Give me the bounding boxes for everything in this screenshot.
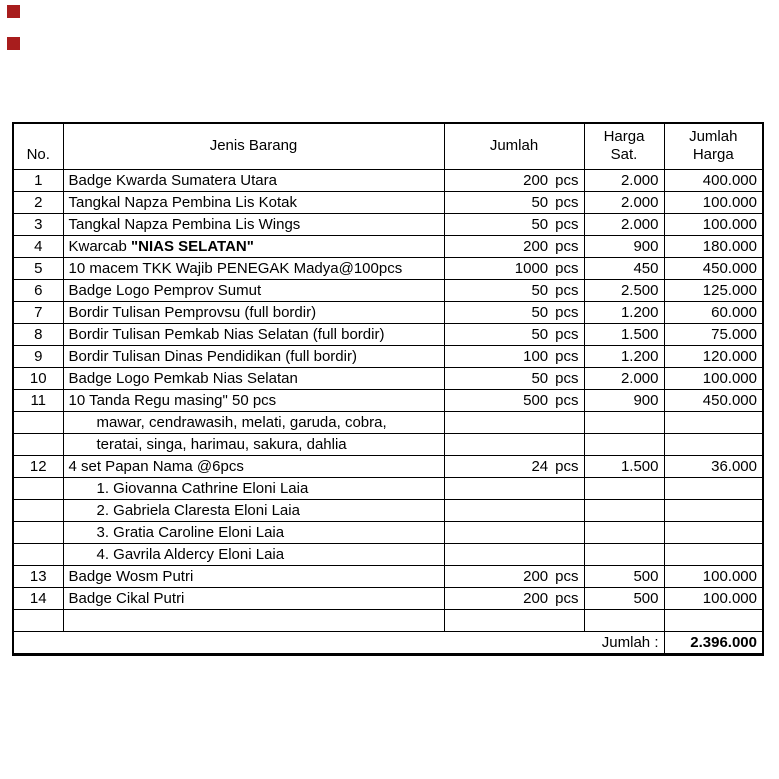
- qty-unit: pcs: [555, 325, 579, 343]
- qty-unit: pcs: [555, 193, 579, 211]
- cell-unit-price: [584, 521, 664, 543]
- table-row: [13, 587, 763, 609]
- qty-number: 50: [531, 281, 549, 299]
- table-row: [13, 565, 763, 587]
- cell-qty: [444, 499, 584, 521]
- cell-total: 36.000: [664, 455, 763, 477]
- cell-item-bold-text: "NIAS SELATAN": [131, 237, 254, 255]
- cell-total: [664, 543, 763, 565]
- qty-number: 50: [531, 215, 549, 233]
- cell-qty: [444, 389, 584, 411]
- red-square-marker: [7, 37, 20, 50]
- cell-qty: [444, 433, 584, 455]
- cell-unit-price: 500: [584, 587, 664, 609]
- qty-unit: pcs: [555, 589, 579, 607]
- cell-total: 100.000: [664, 367, 763, 389]
- cell-total: [664, 499, 763, 521]
- table-row: [13, 499, 763, 521]
- cell-unit-price: [584, 499, 664, 521]
- cell-unit-price: 1.500: [584, 455, 664, 477]
- cell-item: 1. Giovanna Cathrine Eloni Laia: [63, 477, 444, 499]
- table-row: [13, 433, 763, 455]
- qty-unit: pcs: [555, 237, 579, 255]
- footer-row: [13, 631, 763, 654]
- cell-item: Kwarcab "NIAS SELATAN": [63, 235, 444, 257]
- cell-total: 100.000: [664, 191, 763, 213]
- qty-unit: pcs: [555, 391, 579, 409]
- table-row: [13, 455, 763, 477]
- cell-total: [664, 477, 763, 499]
- cell-qty: [444, 191, 584, 213]
- cell-unit-price: 2.500: [584, 279, 664, 301]
- cell-unit-price: 2.000: [584, 367, 664, 389]
- cell-total: 400.000: [664, 169, 763, 191]
- table-row: [13, 543, 763, 565]
- qty-unit: pcs: [555, 567, 579, 585]
- cell-no: [13, 521, 63, 543]
- cell-item: Bordir Tulisan Pemkab Nias Selatan (full bordir): [63, 323, 444, 345]
- qty-unit: pcs: [555, 171, 579, 189]
- cell-unit-price: [584, 433, 664, 455]
- cell-no: 4: [13, 235, 63, 257]
- table-row: [13, 169, 763, 191]
- qty-number: 200: [523, 589, 549, 607]
- cell-no: [13, 433, 63, 455]
- qty-number: 100: [523, 347, 549, 365]
- table-row: [13, 213, 763, 235]
- table-row: [13, 609, 763, 631]
- table-row: [13, 521, 763, 543]
- cell-item: Badge Logo Pemkab Nias Selatan: [63, 367, 444, 389]
- table-body: [13, 169, 763, 631]
- cell-total: 125.000: [664, 279, 763, 301]
- column-header-item: Jenis Barang: [63, 123, 444, 169]
- cell-no: 9: [13, 345, 63, 367]
- column-header-unit-price-line1: Harga: [603, 127, 645, 145]
- table-row: [13, 477, 763, 499]
- cell-total: 100.000: [664, 587, 763, 609]
- table-row: [13, 367, 763, 389]
- header-row: [13, 123, 763, 169]
- cell-item: Bordir Tulisan Dinas Pendidikan (full bordir): [63, 345, 444, 367]
- cell-qty: [444, 213, 584, 235]
- cell-qty: [444, 345, 584, 367]
- cell-unit-price: [584, 609, 664, 631]
- cell-qty: [444, 609, 584, 631]
- table-row: [13, 411, 763, 433]
- cell-qty: [444, 169, 584, 191]
- cell-unit-price: 900: [584, 389, 664, 411]
- qty-number: 200: [523, 567, 549, 585]
- cell-total: 60.000: [664, 301, 763, 323]
- cell-qty: [444, 235, 584, 257]
- cell-total: [664, 521, 763, 543]
- order-table: [12, 122, 764, 656]
- qty-number: 50: [531, 303, 549, 321]
- cell-total: 450.000: [664, 257, 763, 279]
- cell-total: 75.000: [664, 323, 763, 345]
- qty-unit: pcs: [555, 281, 579, 299]
- qty-unit: pcs: [555, 347, 579, 365]
- cell-total: 450.000: [664, 389, 763, 411]
- table-row: [13, 323, 763, 345]
- cell-item: Badge Kwarda Sumatera Utara: [63, 169, 444, 191]
- qty-number: 50: [531, 193, 549, 211]
- cell-no: 12: [13, 455, 63, 477]
- cell-item: Badge Cikal Putri: [63, 587, 444, 609]
- cell-item: 2. Gabriela Claresta Eloni Laia: [63, 499, 444, 521]
- table-row: [13, 301, 763, 323]
- table-row: [13, 235, 763, 257]
- cell-no: [13, 411, 63, 433]
- cell-no: 13: [13, 565, 63, 587]
- cell-qty: [444, 477, 584, 499]
- qty-number: 50: [531, 325, 549, 343]
- cell-no: 11: [13, 389, 63, 411]
- table-row: [13, 389, 763, 411]
- cell-total: 100.000: [664, 213, 763, 235]
- table-row: [13, 279, 763, 301]
- cell-no: [13, 477, 63, 499]
- cell-qty: [444, 301, 584, 323]
- cell-no: 8: [13, 323, 63, 345]
- cell-no: 2: [13, 191, 63, 213]
- cell-no: 5: [13, 257, 63, 279]
- cell-item: Badge Logo Pemprov Sumut: [63, 279, 444, 301]
- cell-total: 100.000: [664, 565, 763, 587]
- cell-unit-price: [584, 543, 664, 565]
- column-header-total-line1: Jumlah: [689, 127, 738, 145]
- cell-no: 14: [13, 587, 63, 609]
- cell-total: [664, 411, 763, 433]
- cell-unit-price: 900: [584, 235, 664, 257]
- cell-unit-price: [584, 477, 664, 499]
- cell-item: mawar, cendrawasih, melati, garuda, cobra,: [63, 411, 444, 433]
- qty-number: 1000: [514, 259, 549, 277]
- qty-unit: pcs: [555, 457, 579, 475]
- qty-number: 200: [523, 237, 549, 255]
- cell-qty: [444, 565, 584, 587]
- column-header-no: No.: [13, 123, 63, 169]
- cell-no: [13, 543, 63, 565]
- cell-total: [664, 433, 763, 455]
- qty-unit: pcs: [555, 369, 579, 387]
- grand-total-label: Jumlah :: [13, 631, 664, 654]
- cell-no: [13, 499, 63, 521]
- cell-qty: [444, 257, 584, 279]
- cell-qty: [444, 587, 584, 609]
- column-header-unit-price-line2: Sat.: [610, 146, 638, 164]
- cell-item: Tangkal Napza Pembina Lis Kotak: [63, 191, 444, 213]
- cell-item: [63, 609, 444, 631]
- cell-qty: [444, 367, 584, 389]
- table-row: [13, 191, 763, 213]
- cell-item: teratai, singa, harimau, sakura, dahlia: [63, 433, 444, 455]
- qty-unit: pcs: [555, 259, 579, 277]
- cell-item: 3. Gratia Caroline Eloni Laia: [63, 521, 444, 543]
- cell-unit-price: 1.500: [584, 323, 664, 345]
- cell-qty: [444, 411, 584, 433]
- cell-unit-price: 2.000: [584, 191, 664, 213]
- cell-unit-price: [584, 411, 664, 433]
- cell-item: 10 Tanda Regu masing" 50 pcs: [63, 389, 444, 411]
- cell-total: [664, 609, 763, 631]
- cell-unit-price: 500: [584, 565, 664, 587]
- cell-qty: [444, 323, 584, 345]
- qty-unit: pcs: [555, 215, 579, 233]
- cell-no: 3: [13, 213, 63, 235]
- cell-qty: [444, 279, 584, 301]
- cell-unit-price: 450: [584, 257, 664, 279]
- cell-item: 10 macem TKK Wajib PENEGAK Madya@100pcs: [63, 257, 444, 279]
- cell-unit-price: 1.200: [584, 301, 664, 323]
- red-square-marker: [7, 5, 20, 18]
- cell-item: Badge Wosm Putri: [63, 565, 444, 587]
- cell-item: 4 set Papan Nama @6pcs: [63, 455, 444, 477]
- cell-no: 1: [13, 169, 63, 191]
- qty-number: 500: [523, 391, 549, 409]
- column-header-unit-price: [584, 123, 664, 169]
- cell-item: Tangkal Napza Pembina Lis Wings: [63, 213, 444, 235]
- table-row: [13, 257, 763, 279]
- cell-unit-price: 1.200: [584, 345, 664, 367]
- cell-item: Bordir Tulisan Pemprovsu (full bordir): [63, 301, 444, 323]
- cell-no: 6: [13, 279, 63, 301]
- table-row: [13, 345, 763, 367]
- cell-total: 120.000: [664, 345, 763, 367]
- cell-no: 10: [13, 367, 63, 389]
- cell-total: 180.000: [664, 235, 763, 257]
- cell-unit-price: 2.000: [584, 213, 664, 235]
- qty-number: 50: [531, 369, 549, 387]
- cell-qty: [444, 455, 584, 477]
- column-header-total-line2: Harga: [692, 146, 734, 164]
- cell-item: 4. Gavrila Aldercy Eloni Laia: [63, 543, 444, 565]
- column-header-total: [664, 123, 763, 169]
- cell-qty: [444, 543, 584, 565]
- qty-unit: pcs: [555, 303, 579, 321]
- qty-number: 24: [531, 457, 549, 475]
- cell-no: 7: [13, 301, 63, 323]
- column-header-qty: Jumlah: [444, 123, 584, 169]
- qty-number: 200: [523, 171, 549, 189]
- grand-total-value: 2.396.000: [664, 631, 763, 654]
- cell-unit-price: 2.000: [584, 169, 664, 191]
- cell-no: [13, 609, 63, 631]
- cell-qty: [444, 521, 584, 543]
